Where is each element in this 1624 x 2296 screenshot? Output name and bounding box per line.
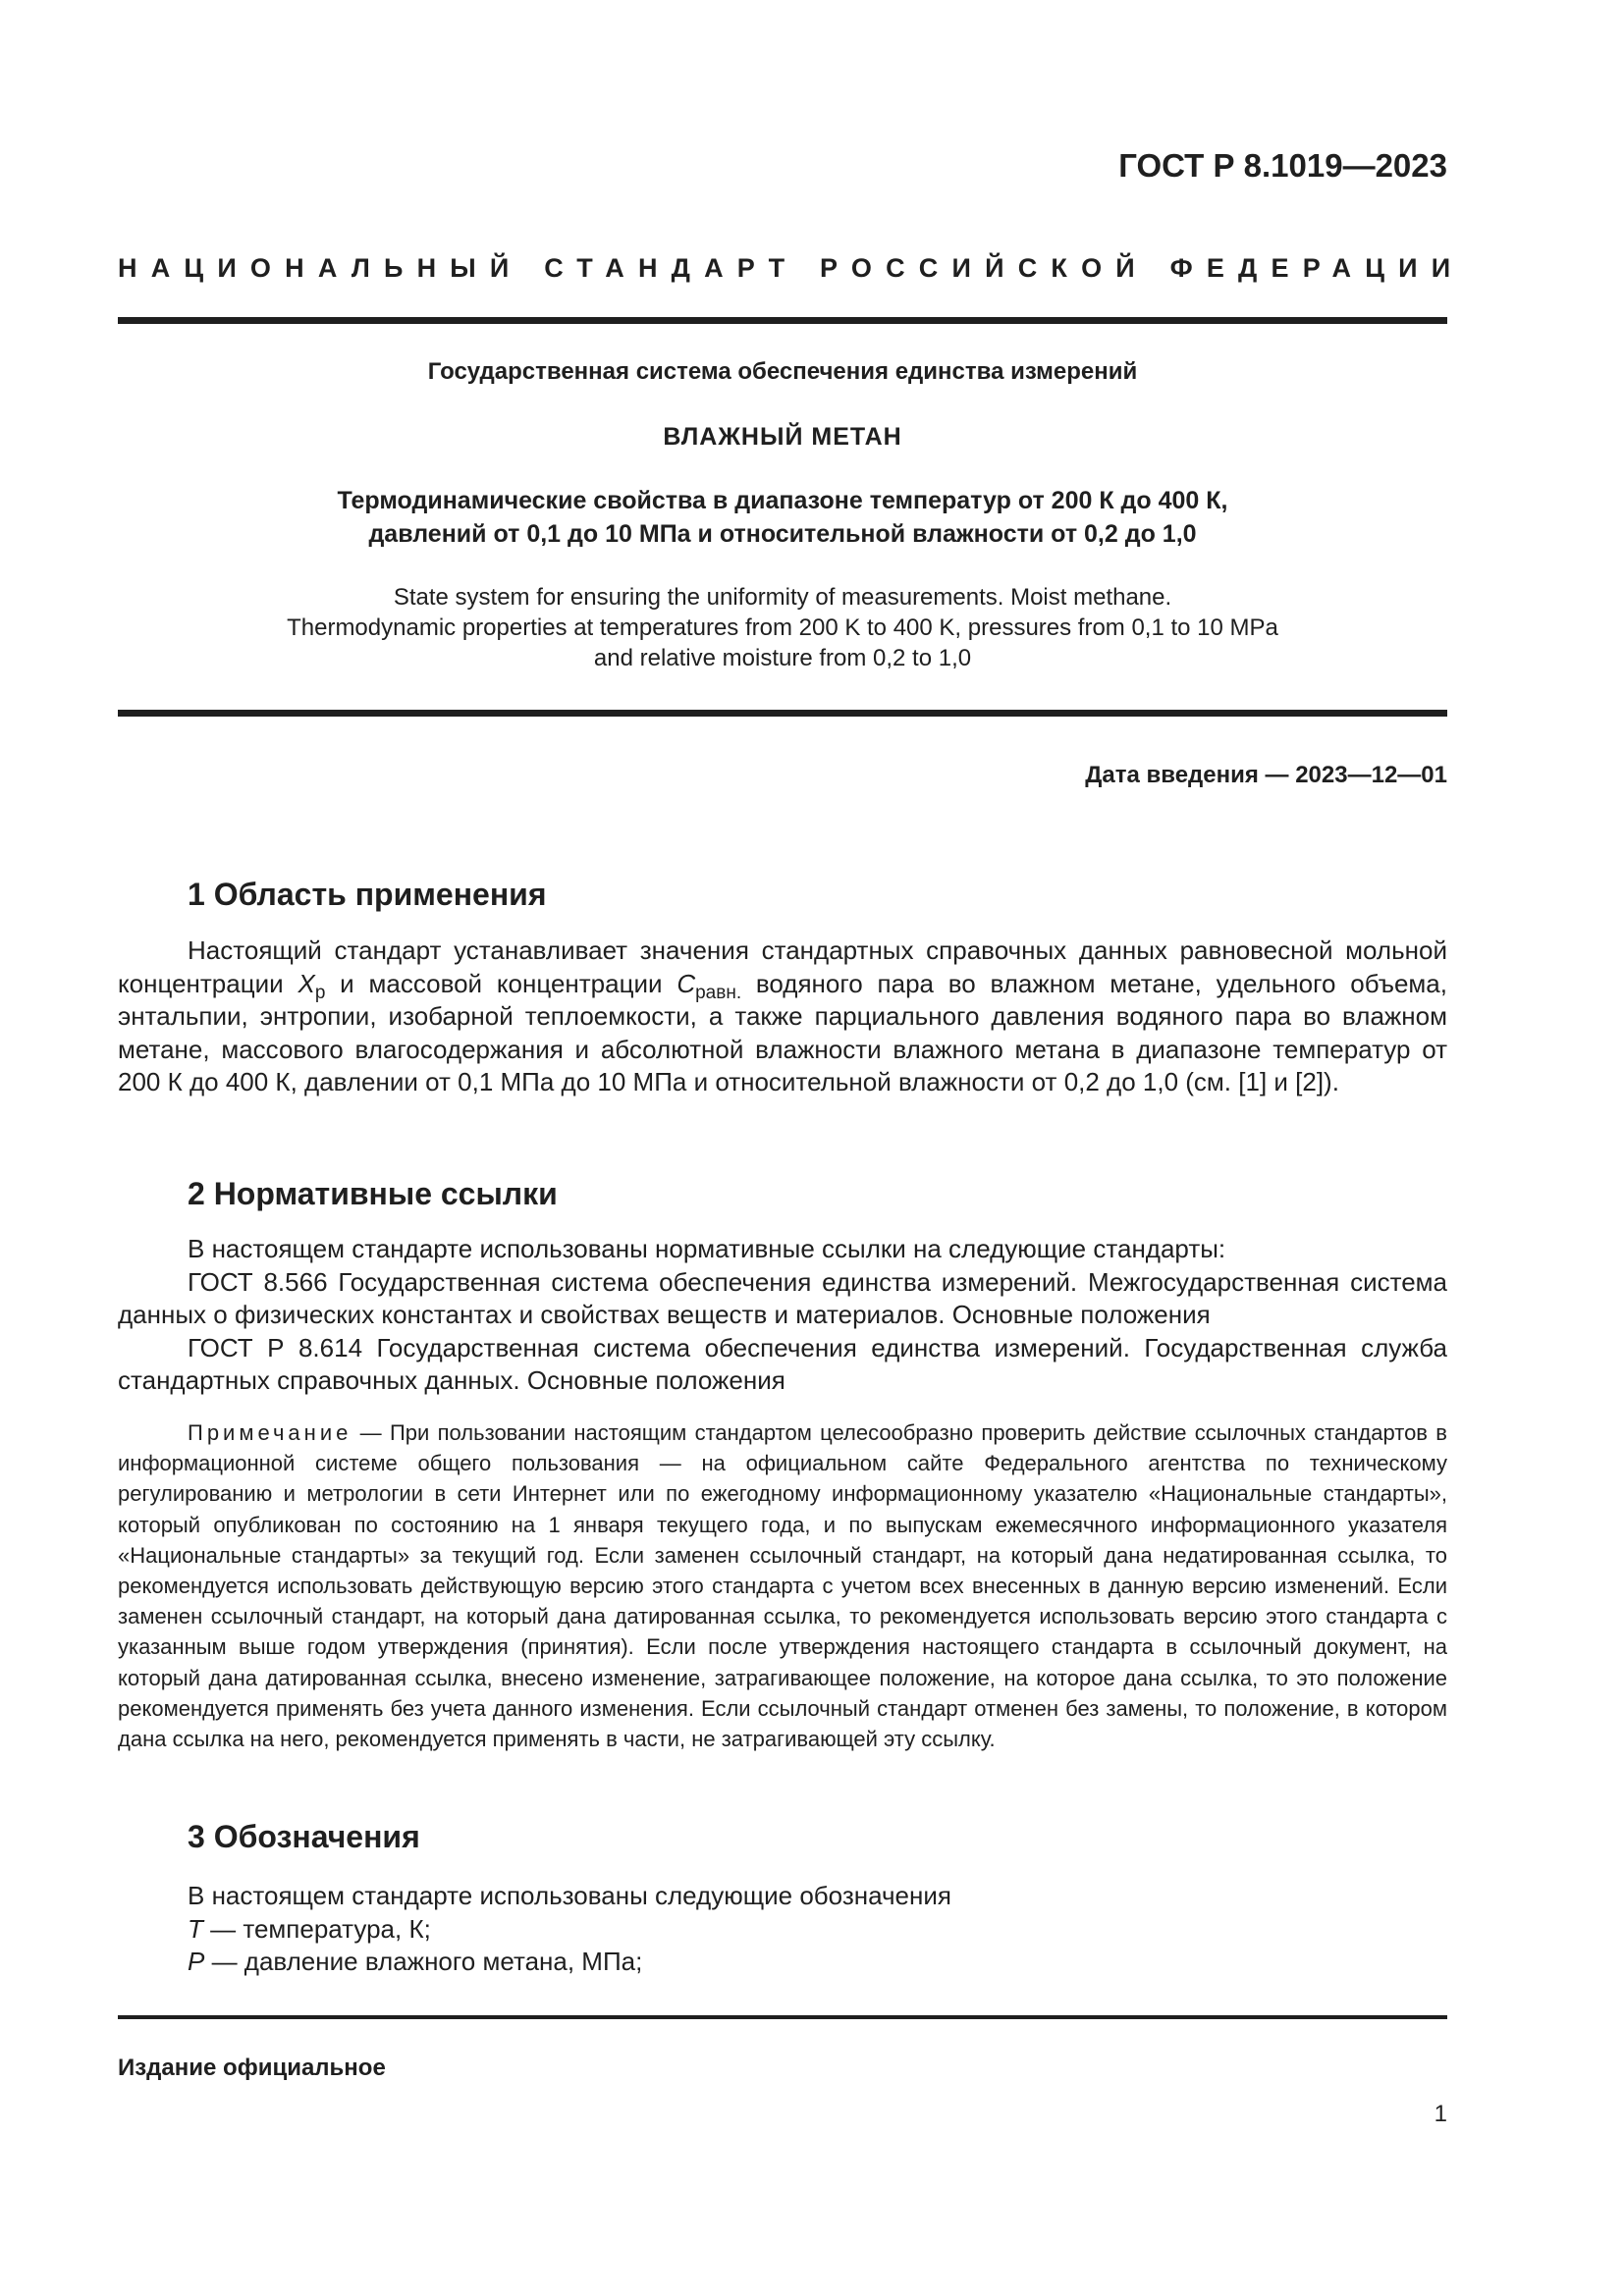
note-text: — При пользовании настоящим стандартом целесообразно проверить действие ссылочных стандартов в информационной системе общего пользования — на официальном сайте Федерального агентства по техническому регулированию и метрологии в сети Интернет или по ежегодному информационному указателю «Национальные стандарты», который опубликован по состоянию на 1 января текущего года, и по выпускам ежемесячного информационного указателя «Национальные стандарты» за текущий год. Если заменен ссылочный стандарт, на который дана недатированная ссылка, то рекомендуется использовать действующую версию этого стандарта с учетом всех внесенных в данную версию изменений. Если заменен ссылочный стандарт, на который дана датированная ссылка, то рекомендуется использовать версию этого стандарта с указанным выше годом утверждения (принятия). Если после утверждения настоящего стандарта в ссылочный документ, на который дана датированная ссылка, внесено изменение, затрагивающее положение, на которое дана ссылка, то это положение рекомендуется применять без учета данного изменения. Если ссылочный стандарт отменен без замены, то положение, в котором дана ссылка на него, рекомендуется применять в части, не затрагивающей эту ссылку. (118, 1420, 1447, 1752)
symbols-list (188, 1880, 951, 1979)
symbol-t: T (188, 1913, 203, 1944)
section-1-heading: 1 Область применения (188, 877, 547, 912)
symbol-p: P (188, 1947, 205, 1976)
standard-subtitle (118, 484, 1447, 551)
subscript-ravn: равн. (695, 982, 742, 1003)
note-block (118, 1417, 1447, 1754)
official-edition-label: Издание официальное (118, 2055, 386, 2081)
introduction-date: Дата введения — 2023—12—01 (1085, 762, 1447, 788)
symbol-definition: — температура, К; (202, 1913, 431, 1944)
standard-header-title: НАЦИОНАЛЬНЫЙ СТАНДАРТ РОССИЙСКОЙ ФЕДЕРАЦИИ (118, 253, 1465, 283)
section-1-paragraph (118, 934, 1447, 1099)
title-block-rule (118, 710, 1447, 717)
document-number: ГОСТ Р 8.1019—2023 (1118, 147, 1447, 184)
symbol-definition: — давление влажного метана, МПа; (204, 1947, 643, 1976)
section-2-heading: 2 Нормативные ссылки (188, 1176, 558, 1211)
section-2-paragraph: В настоящем стандарте использованы нормативные ссылки на следующие стандарты: (188, 1234, 1226, 1263)
page-number: 1 (1434, 2101, 1447, 2127)
reference-gost-r-8-614: ГОСТ Р 8.614 Государственная система обеспечения единства измерений. Государственная служба стандартных справочных данных. Основные положения (118, 1332, 1447, 1395)
standard-name: ВЛАЖНЫЙ МЕТАН (663, 423, 902, 451)
subtitle-line: Термодинамические свойства в диапазоне температур от 200 К до 400 К, (337, 487, 1228, 514)
symbol-x: X (298, 968, 315, 998)
reference-gost-8-566: ГОСТ 8.566 Государственная система обеспечения единства измерений. Межгосударственная система данных о физических константах и свойствах веществ и материалов. Основные положения (118, 1266, 1447, 1329)
english-title-line: and relative moisture from 0,2 to 1,0 (593, 645, 972, 671)
text-fragment: водяного пара во влажном метане, удельного объема, энтальпии, энтропии, изобарной теплоемкости, а также парциального давления водяного пара во влажном метане, массового влагосодержания и абсолютной влажности влажного метана в диапазоне температур от 200 К до 400 К, давлении от 0,1 МПа до 10 МПа и относительной влажности от 0,2 до 1,0 (см. [1] и [2]). (118, 968, 1447, 1096)
english-title (118, 582, 1447, 673)
note-label: Примечание (188, 1420, 352, 1445)
list-item (188, 1913, 951, 1947)
footer-rule (118, 2015, 1447, 2019)
english-title-line: Thermodynamic properties at temperatures from 200 K to 400 K, pressures from 0,1 to 10 MPa (287, 614, 1278, 641)
symbols-intro: В настоящем стандарте использованы следующие обозначения (188, 1881, 951, 1910)
subscript-p: p (314, 982, 326, 1003)
subtitle-line: давлений от 0,1 до 10 МПа и относительной влажности от 0,2 до 1,0 (368, 520, 1197, 548)
text-fragment: и массовой концентрации (325, 968, 677, 998)
section-1-body (118, 934, 1447, 1099)
list-item (188, 1946, 951, 1979)
symbol-c: C (677, 968, 696, 998)
english-title-line: State system for ensuring the uniformity of measurements. Moist methane. (393, 584, 1172, 611)
system-title: Государственная система обеспечения единства измерений (427, 358, 1138, 385)
section-3-heading: 3 Обозначения (188, 1819, 420, 1854)
text-fragment: Настоящий стандарт устанавливает значения стандартных справочных данных равновесной мольной концентрации (118, 935, 1447, 998)
top-rule (118, 317, 1447, 324)
section-2-body (118, 1233, 1447, 1398)
